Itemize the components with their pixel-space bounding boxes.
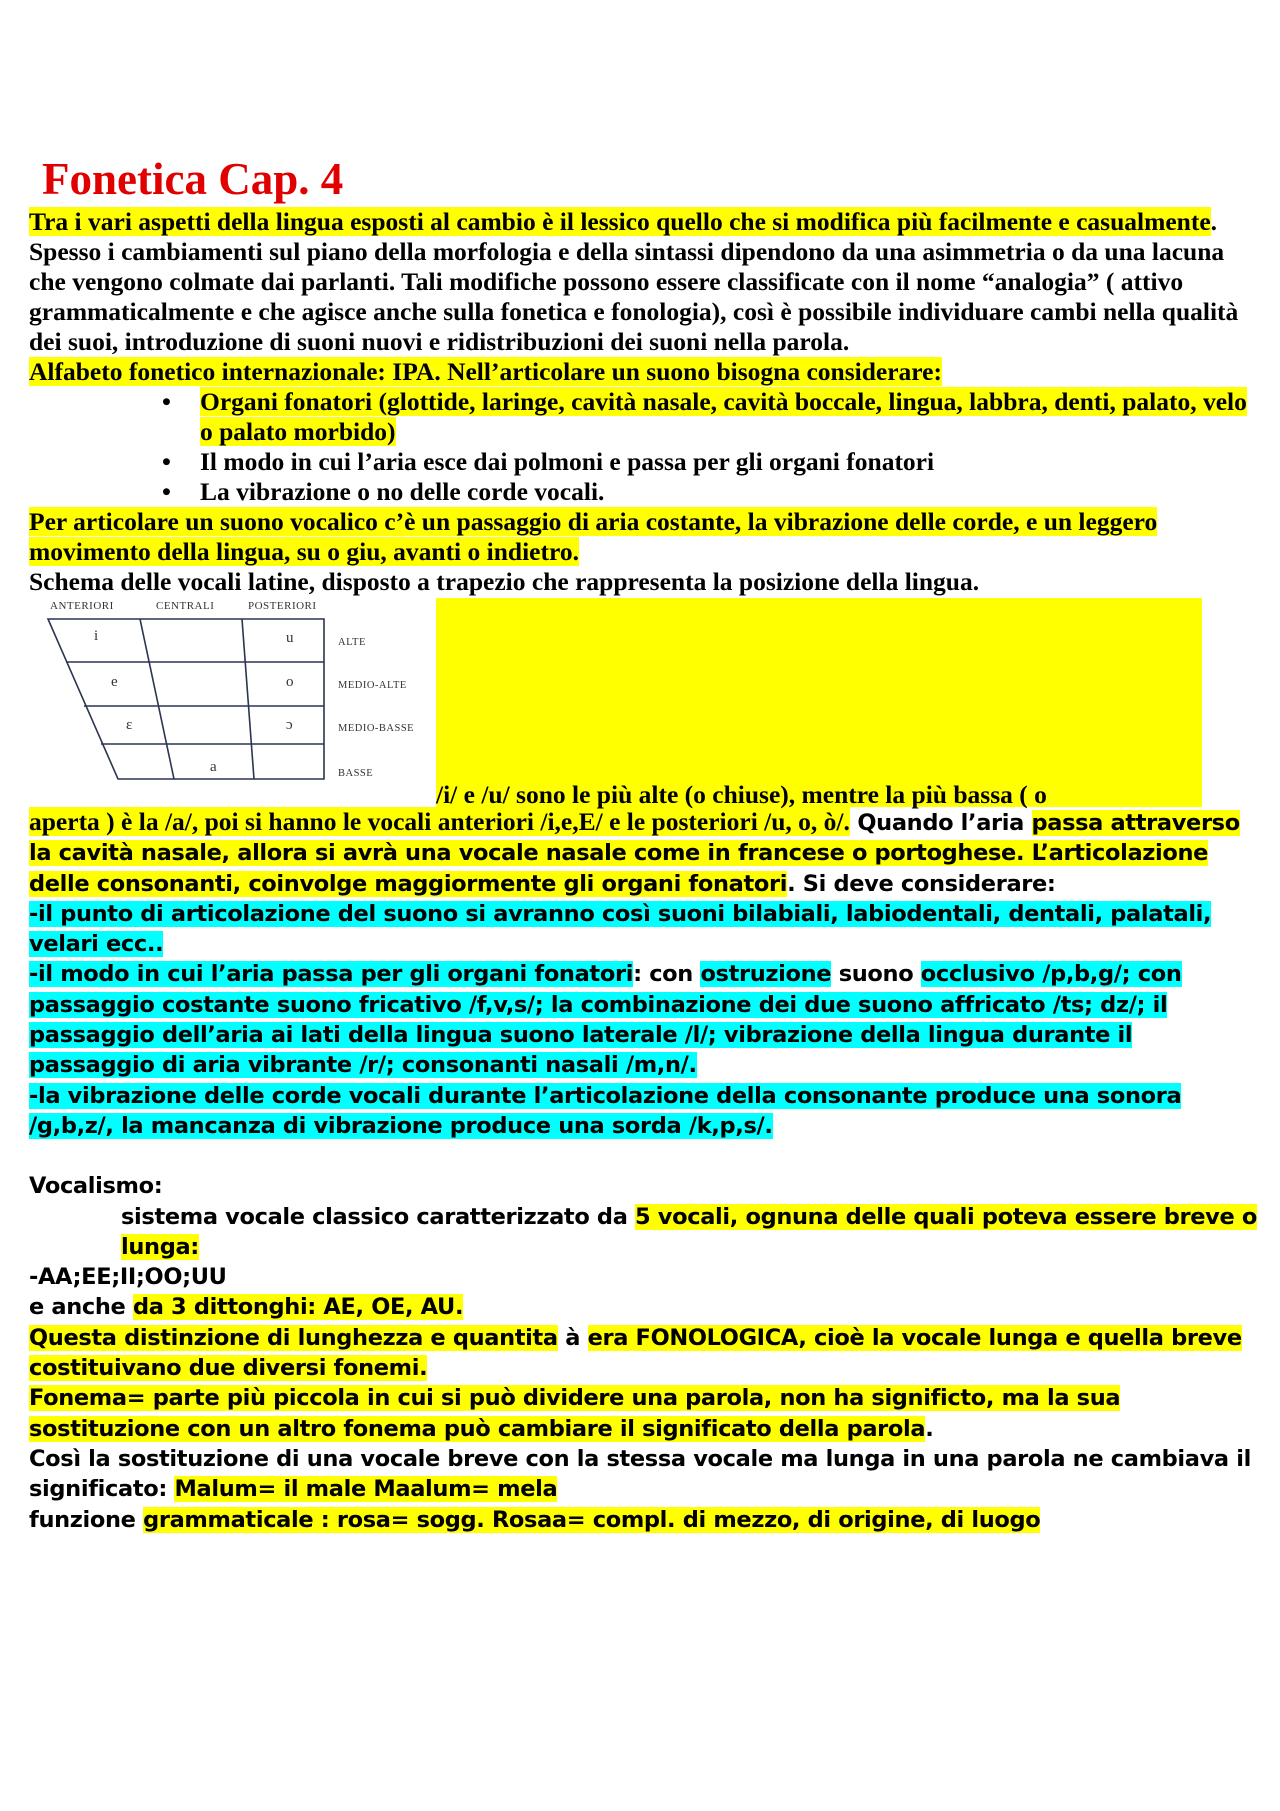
vowel-open-e: ɛ: [126, 717, 133, 733]
row-label-medio-basse: MEDIO-BASSE: [338, 723, 415, 734]
bullet-dot: •: [162, 387, 171, 416]
vowel-u: u: [286, 630, 294, 646]
highlight: grammaticale : rosa= sogg. Rosaa= compl. di mezzo, di origine, di luogo: [143, 1506, 1041, 1533]
column-divider: [140, 619, 174, 779]
highlight: Alfabeto fonetico internazionale: IPA. Nell’articolare un suono bisogna considerare:: [29, 357, 942, 386]
meaning-change-line: [29, 1444, 1257, 1505]
voicing-line: [29, 1081, 1257, 1142]
vowel-trapezoid-diagram: [38, 598, 450, 806]
bullet-dot: •: [162, 477, 171, 506]
cyan-highlight: ostruzione: [700, 961, 832, 988]
highlight: aperta ) è la /a/, poi si hanno le vocali anteriori /i,e,E/ e le posteriori /u, o, ò/.: [29, 807, 850, 836]
spacer: [29, 1141, 1257, 1171]
row-label-alte: ALTE: [338, 637, 366, 648]
phoneme-definition: [29, 1383, 1257, 1444]
highlight: Questa distinzione di lunghezza e quantita: [29, 1324, 558, 1351]
text-run: Quando l’aria: [849, 810, 1032, 836]
highlight: era FONOLOGICA, cioè la vocale lunga e quella breve costituivano due diversi fonemi.: [29, 1324, 1242, 1382]
mixed-paragraph: [29, 807, 1257, 899]
intro-paragraph: [29, 207, 1257, 357]
document-body: [29, 207, 1257, 1535]
list-item: [29, 447, 1257, 477]
text-run: La vibrazione o no delle corde vocali.: [200, 477, 605, 506]
cyan-highlight: occlusivo /p,b,g/; con passaggio costante suono fricativo /f,v,s/; la combinazione dei due suono affricato /ts; dz/; il passaggio dell’aria ai lati della lingua suono laterale /l/; vibrazione della lingua durante il passaggio di aria vibrante /r/; consonanti nasali /m,n/.: [29, 961, 1182, 1079]
column-label-posteriori: POSTERIORI: [248, 600, 317, 612]
page-title: Fonetica Cap. 4: [42, 154, 344, 204]
list-item: [29, 387, 1257, 447]
highlight-block: [436, 598, 1202, 807]
ipa-line: [29, 357, 1257, 387]
vowel-i: i: [94, 628, 99, 644]
row-label-medio-alte: MEDIO-ALTE: [338, 680, 407, 691]
highlight: 5 vocali, ognuna delle quali poteva essere breve o lunga:: [121, 1203, 1257, 1260]
text-run: . Spesso i cambiamenti sul piano della morfologia e della sintassi dipendono da una asimmetria o da una lacuna che vengono colmate dai parlanti. Tali modifiche possono essere classificate con il nome “analogia” ( attivo grammaticalmente e che agisce anche sulla fonetica e fonologia), così è possibile individuare cambi nella qualità dei suoi, introduzione di suoni nuovi e ridistribuzioni dei suoni nella parola.: [29, 207, 1239, 356]
highlight: Malum= il male Maalum= mela: [174, 1476, 558, 1503]
articulation-point: [29, 899, 1257, 960]
text-run: .: [925, 1415, 934, 1442]
trapezoid-outline: [48, 619, 324, 779]
cyan-highlight: -il punto di articolazione del suono si avranno così suoni bilabiali, labiodentali, dentali, palatali, velari ecc..: [29, 900, 1212, 958]
articulation-mode: [29, 959, 1257, 1080]
trapezoid-grid: [48, 619, 324, 779]
text-run: funzione: [29, 1506, 144, 1533]
vowel-system-line: [29, 1202, 1257, 1263]
grammatical-function-line: [29, 1505, 1257, 1535]
section-heading-vocalismo: Vocalismo:: [29, 1173, 163, 1200]
cyan-highlight: -la vibrazione delle corde vocali durante l’articolazione della consonante produce una sonora /g,b,z/, la mancanza di vibrazione produce una sorda /k,p,s/.: [29, 1082, 1182, 1139]
text-run: Così la sostituzione di una vocale breve con la stessa vocale ma lunga in una parola ne cambiava il significato:: [29, 1445, 1251, 1503]
bullet-list: [29, 387, 1257, 507]
vowel-e: e: [111, 674, 118, 690]
vowel-figure-row: [29, 597, 1257, 807]
cyan-highlight: -il modo in cui l’aria passa per gli organi fonatori: [29, 961, 634, 988]
column-label-anteriori: ANTERIORI: [50, 600, 114, 612]
vocalic-paragraph: [29, 507, 1257, 567]
vowel-pairs-line: -AA;EE;II;OO;UU: [29, 1264, 227, 1291]
highlight: Per articolare un suono vocalico c’è un passaggio di aria costante, la vibrazione delle corde, e un leggero movimento della lingua, su o giu, avanti o indietro.: [29, 507, 1158, 566]
text-run: à: [557, 1324, 588, 1351]
text-run: suono: [831, 961, 921, 988]
phonological-line: [29, 1323, 1257, 1384]
highlight: Tra i vari aspetti della lingua esposti al cambio è il lessico quello che si modifica più facilmente e casualmente: [29, 207, 1211, 236]
text-run: sistema vocale classico caratterizzato da: [121, 1203, 636, 1230]
highlight: Organi fonatori (glottide, laringe, cavità nasale, cavità boccale, lingua, labbra, denti, palato, velo o palato morbido): [200, 387, 1247, 446]
vowel-height-text: /i/ e /u/ sono le più alte (o chiuse), mentre la più bassa ( o: [436, 780, 1047, 809]
column-label-centrali: CENTRALI: [156, 600, 215, 612]
row-label-basse: BASSE: [338, 768, 374, 779]
highlight: da 3 dittonghi: AE, OE, AU.: [132, 1294, 464, 1321]
diphthongs-line: [29, 1292, 1257, 1322]
list-item: [29, 477, 1257, 507]
vowel-open-o: ɔ: [286, 717, 293, 733]
text-run: . Si deve considerare:: [787, 870, 1056, 897]
vowel-o: o: [286, 674, 294, 690]
highlight: passa attraverso la cavità nasale, allora si avrà una vocale nasale come in francese o portoghese. L’articolazione delle consonanti, coinvolge maggiormente gli organi fonatori: [29, 810, 1240, 897]
text-run: : con: [633, 961, 701, 988]
bullet-dot: •: [162, 447, 171, 476]
highlight: Fonema= parte più piccola in cui si può dividere una parola, non ha significto, ma la sua sostituzione con un altro fonema può cambiare il significato della parola: [29, 1385, 1121, 1442]
schema-line: Schema delle vocali latine, disposto a trapezio che rappresenta la posizione della lingua.: [29, 567, 980, 596]
text-run: e anche: [29, 1294, 133, 1321]
text-run: Il modo in cui l’aria esce dai polmoni e passa per gli organi fonatori: [200, 447, 935, 476]
column-divider: [242, 619, 254, 779]
vowel-a: a: [210, 759, 217, 775]
